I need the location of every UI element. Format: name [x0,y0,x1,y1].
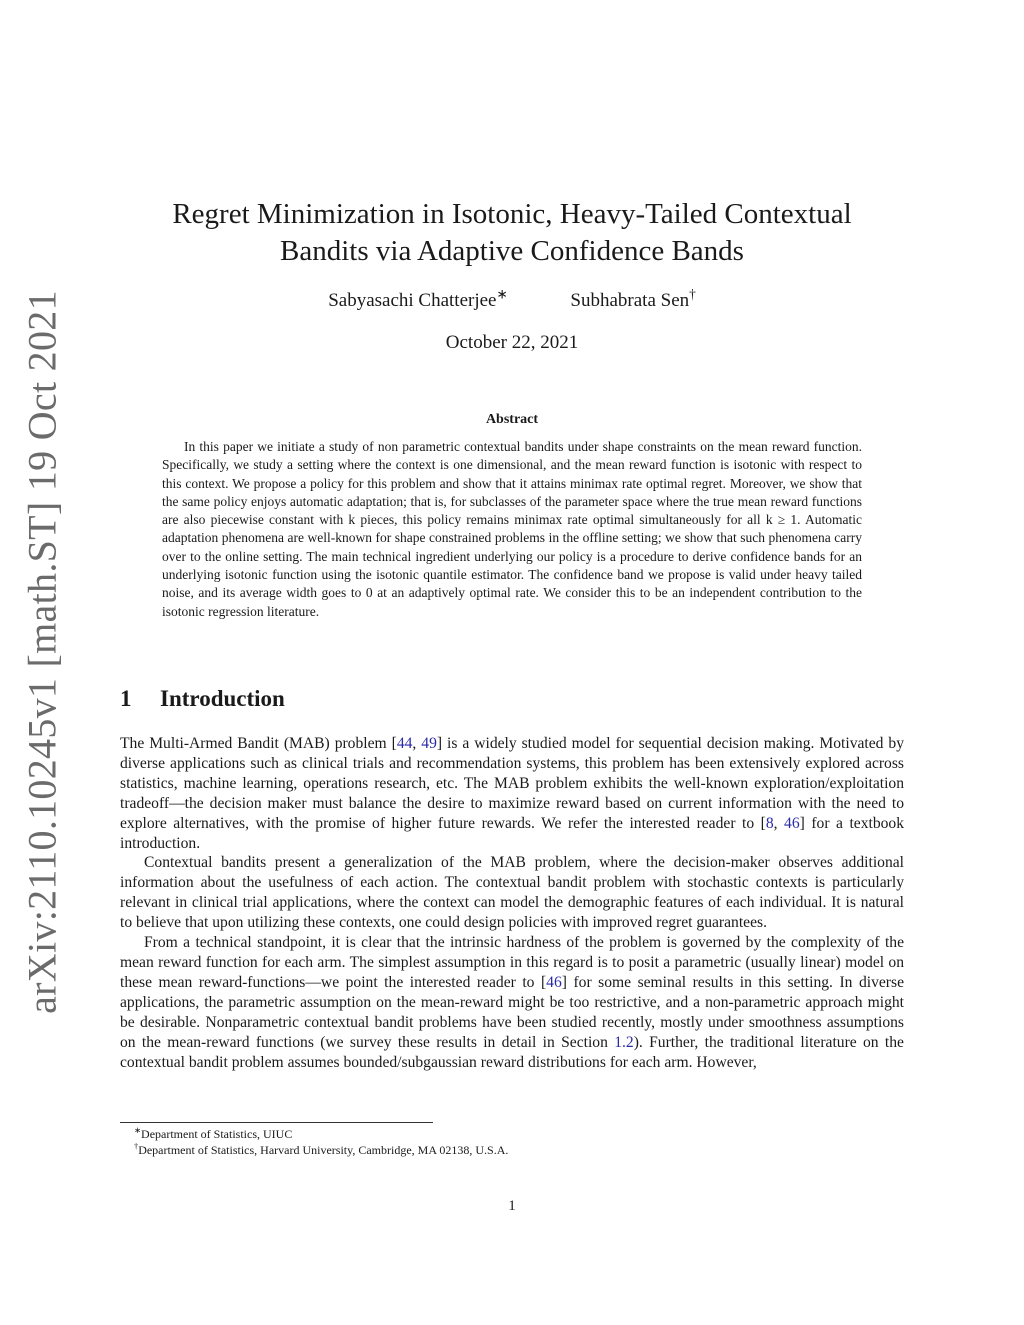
footnote-2 [120,1142,904,1158]
footnote-2-mark: † [134,1142,139,1151]
intro-p1-text-a: The Multi-Armed Bandit (MAB) problem [ [120,735,397,752]
citation-separator: , [412,735,422,752]
paper-title [120,196,904,270]
introduction-body [120,734,904,1072]
intro-p3-text-b: ] for some seminal results in this setting. In diverse applications, the parametric assumption on the mean-reward might be too restrictive, and a non-parametric approach might be desirable. Nonparametric contextual bandit problems have been studied recently, mostly under smoothness assumptions on the mean-reward functions (we survey these results in detail in Section [120,973,904,1051]
author-1-name: Sabyasachi Chatterjee [328,290,497,311]
intro-p1-text-c: ] for a textbook introduction. [120,814,905,852]
citation-separator: , [773,814,785,832]
paper-title-line-2: Bandits via Adaptive Confidence Bands [280,235,744,267]
author-2-footnote-mark: † [689,286,696,302]
abstract-body: In this paper we initiate a study of non parametric contextual bandits under shape constraints on the mean reward function. Specifically, we study a setting where the context is one dimensional, and the mean reward function is isotonic with respect to this context. We propose a policy for this problem and show that it attains minimax rate optimal regret. Moreover, we show that the same policy enjoys automatic adaptation; that is, for subclasses of the parameter space where the true mean reward functions are also piecewise constant with k pieces, this policy remains minimax rate optimal simultaneously for all k ≥ 1. Automatic adaptation phenomena are well-known for shape constrained problems in the offline setting; we show that such phenomena carry over to the online setting. The main technical ingredient underlying our policy is a procedure to derive confidence bands for an underlying isotonic function using the isotonic quantile estimator. The confidence band we propose is valid under heavy tailed noise, and its average width goes to 0 at an adaptively optimal rate. We consider this to be an independent contribution to the isotonic regression literature. [162,439,862,619]
footnote-1-mark: ∗ [134,1126,142,1135]
author-2-name: Subhabrata Sen [570,290,690,311]
section-title: Introduction [160,686,285,711]
intro-paragraph-1 [120,734,904,853]
arxiv-identifier-stamp: arXiv:2110.10245v1 [math.ST] 19 Oct 2021 [19,290,65,1014]
author-2 [570,286,696,312]
intro-paragraph-3 [120,933,904,1072]
author-1-footnote-mark: ∗ [496,286,508,302]
section-number: 1 [120,686,132,711]
footnote-1-text: Department of Statistics, UIUC [141,1127,293,1141]
citation-link[interactable]: 8 [765,814,774,832]
citation-link[interactable]: 46 [546,973,562,991]
section-reference-link[interactable]: 1.2 [614,1033,634,1051]
footnotes [120,1126,904,1158]
citation-link[interactable]: 44 [396,735,413,752]
abstract-heading: Abstract [485,412,539,427]
footnote-divider [120,1122,433,1123]
citation-link[interactable]: 46 [784,814,800,832]
footnote-1 [120,1126,904,1142]
publication-date: October 22, 2021 [445,332,579,353]
section-heading [120,686,285,712]
page-number: 1 [508,1198,516,1214]
intro-paragraph-2: Contextual bandits present a generalization of the MAB problem, where the decision-maker observes additional information about the usefulness of each action. The contextual bandit problem with stochastic contexts is particularly relevant in clinical trial applications, where the context can model the demographic features of each individual. It is natural to believe that upon utilizing these contexts, one could design policies with improved regret guarantees. [120,854,904,932]
intro-p1-text-b: ] is a widely studied model for sequential decision making. Motivated by diverse applications such as clinical trials and recommendation systems, this problem has been extensively explored across statistics, machine learning, operations research, etc. The MAB problem exhibits the well-known exploration/exploitation tradeoff—the decision maker must balance the desire to maximize reward based on current information with the need to explore alternatives, with the promise of higher future rewards. We refer the interested reader to [ [120,735,905,832]
citation-link[interactable]: 49 [421,735,437,752]
intro-p3-text-c: ). Further, the traditional literature on the contextual bandit problem assumes bounded/subgaussian reward distributions for each arm. However, [120,1033,904,1071]
author-1 [328,286,508,312]
intro-p3-text-a: From a technical standpoint, it is clear that the intrinsic hardness of the problem is governed by the complexity of the mean reward function for each arm. The simplest assumption in this regard is to posit a parametric (usually linear) model on these mean reward-functions—we point the interested reader to [ [120,934,904,991]
footnote-2-text: Department of Statistics, Harvard University, Cambridge, MA 02138, U.S.A. [138,1143,509,1157]
author-list [0,286,1024,312]
paper-title-line-1: Regret Minimization in Isotonic, Heavy-Tailed Contextual [172,198,852,230]
